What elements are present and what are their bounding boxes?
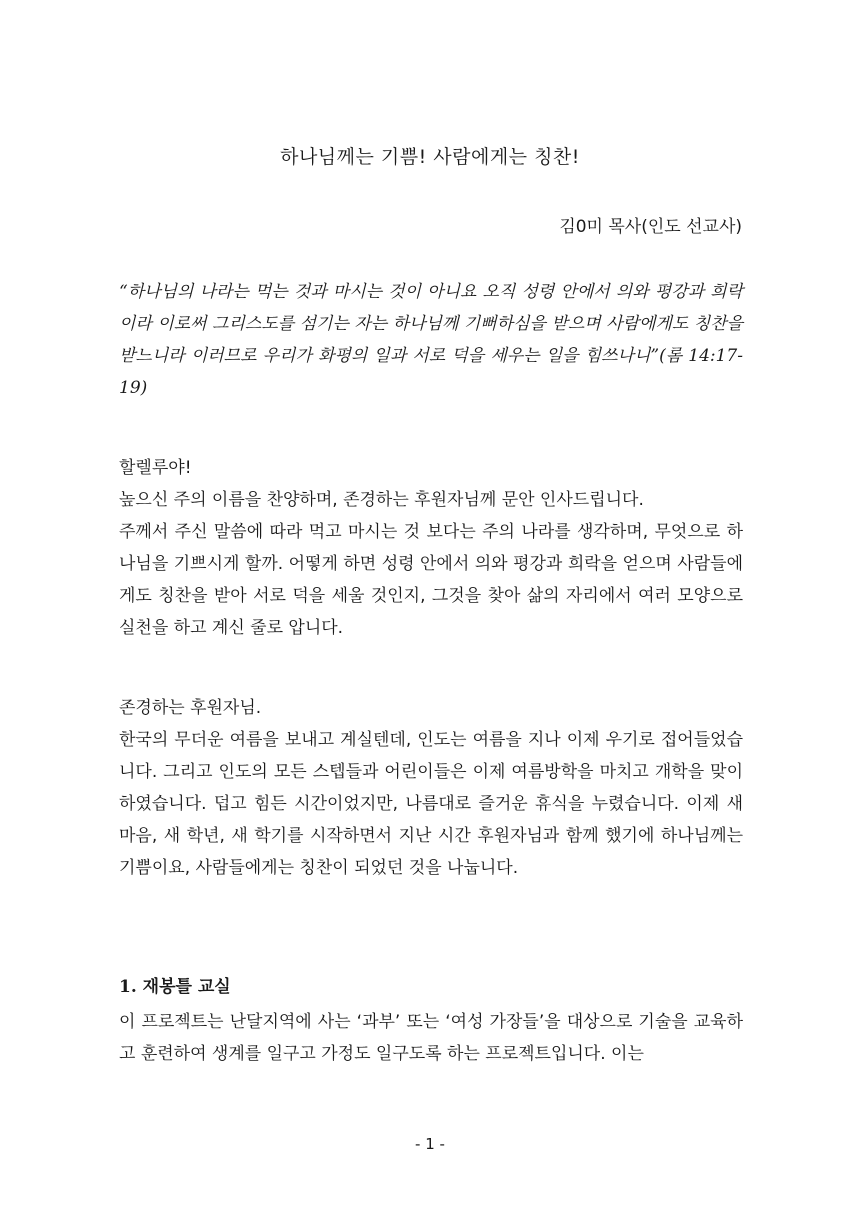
greeting-section	[119, 452, 743, 644]
greeting-line: 높으신 주의 이름을 찬양하며, 존경하는 후원자님께 문안 인사드립니다.	[119, 490, 644, 510]
greeting-text: 할렐루야!	[119, 458, 192, 478]
author-line: 김0미 목사(인도 선교사)	[559, 217, 742, 237]
sewing-class-paragraph: 이 프로젝트는 난달지역에 사는 ‘과부’ 또는 ‘여성 가장들’을 대상으로 기술을 교육하고 훈련하여 생계를 일구고 가정도 일구도록 하는 프로젝트입니다. 이는	[119, 1012, 743, 1064]
news-paragraph: 한국의 무더운 여름을 보내고 계실텐데, 인도는 여름을 지나 이제 우기로 접어들었습니다. 그리고 인도의 모든 스텝들과 어린이들은 이제 여름방학을 마치고 개학을 맞이하였습니다. 덥고 힘든 시간이었지만, 나름대로 즐거운 휴식을 누렸습니다. 이제 새 마음, 새 학년, 새 학기를 시작하면서 지난 시간 후원자님과 함께 했기에 하나님께는 기쁨이요, 사람들에게는 칭찬이 되었던 것을 나눕니다.	[119, 730, 743, 878]
salutation-text: 존경하는 후원자님.	[119, 698, 262, 718]
document-title: 하나님께는 기쁨! 사람에게는 칭찬!	[280, 146, 580, 168]
page-number: - 1 -	[415, 1135, 445, 1153]
news-section	[119, 692, 743, 884]
sewing-class-section	[119, 1006, 743, 1070]
greeting-paragraph: 주께서 주신 말씀에 따라 먹고 마시는 것 보다는 주의 나라를 생각하며, 무엇으로 하나님을 기쁘시게 할까. 어떻게 하면 성령 안에서 의와 평강과 희락을 얻으며 사람들에게도 칭찬을 받아 서로 덕을 세울 것인지, 그것을 찾아 삶의 자리에서 여러 모양으로 실천을 하고 계신 줄로 압니다.	[119, 522, 743, 638]
section-heading: 1. 재봉틀 교실	[119, 977, 231, 997]
scripture-quote: “하나님의 나라는 먹는 것과 마시는 것이 아니요 오직 성령 안에서 의와 평강과 희락이라 이로써 그리스도를 섬기는 자는 하나님께 기뻐하심을 받으며 사람에게도 칭찬을 받느니라 이러므로 우리가 화평의 일과 서로 덕을 세우는 일을 힘쓰나니”(롬 14:17-19)	[119, 282, 743, 398]
